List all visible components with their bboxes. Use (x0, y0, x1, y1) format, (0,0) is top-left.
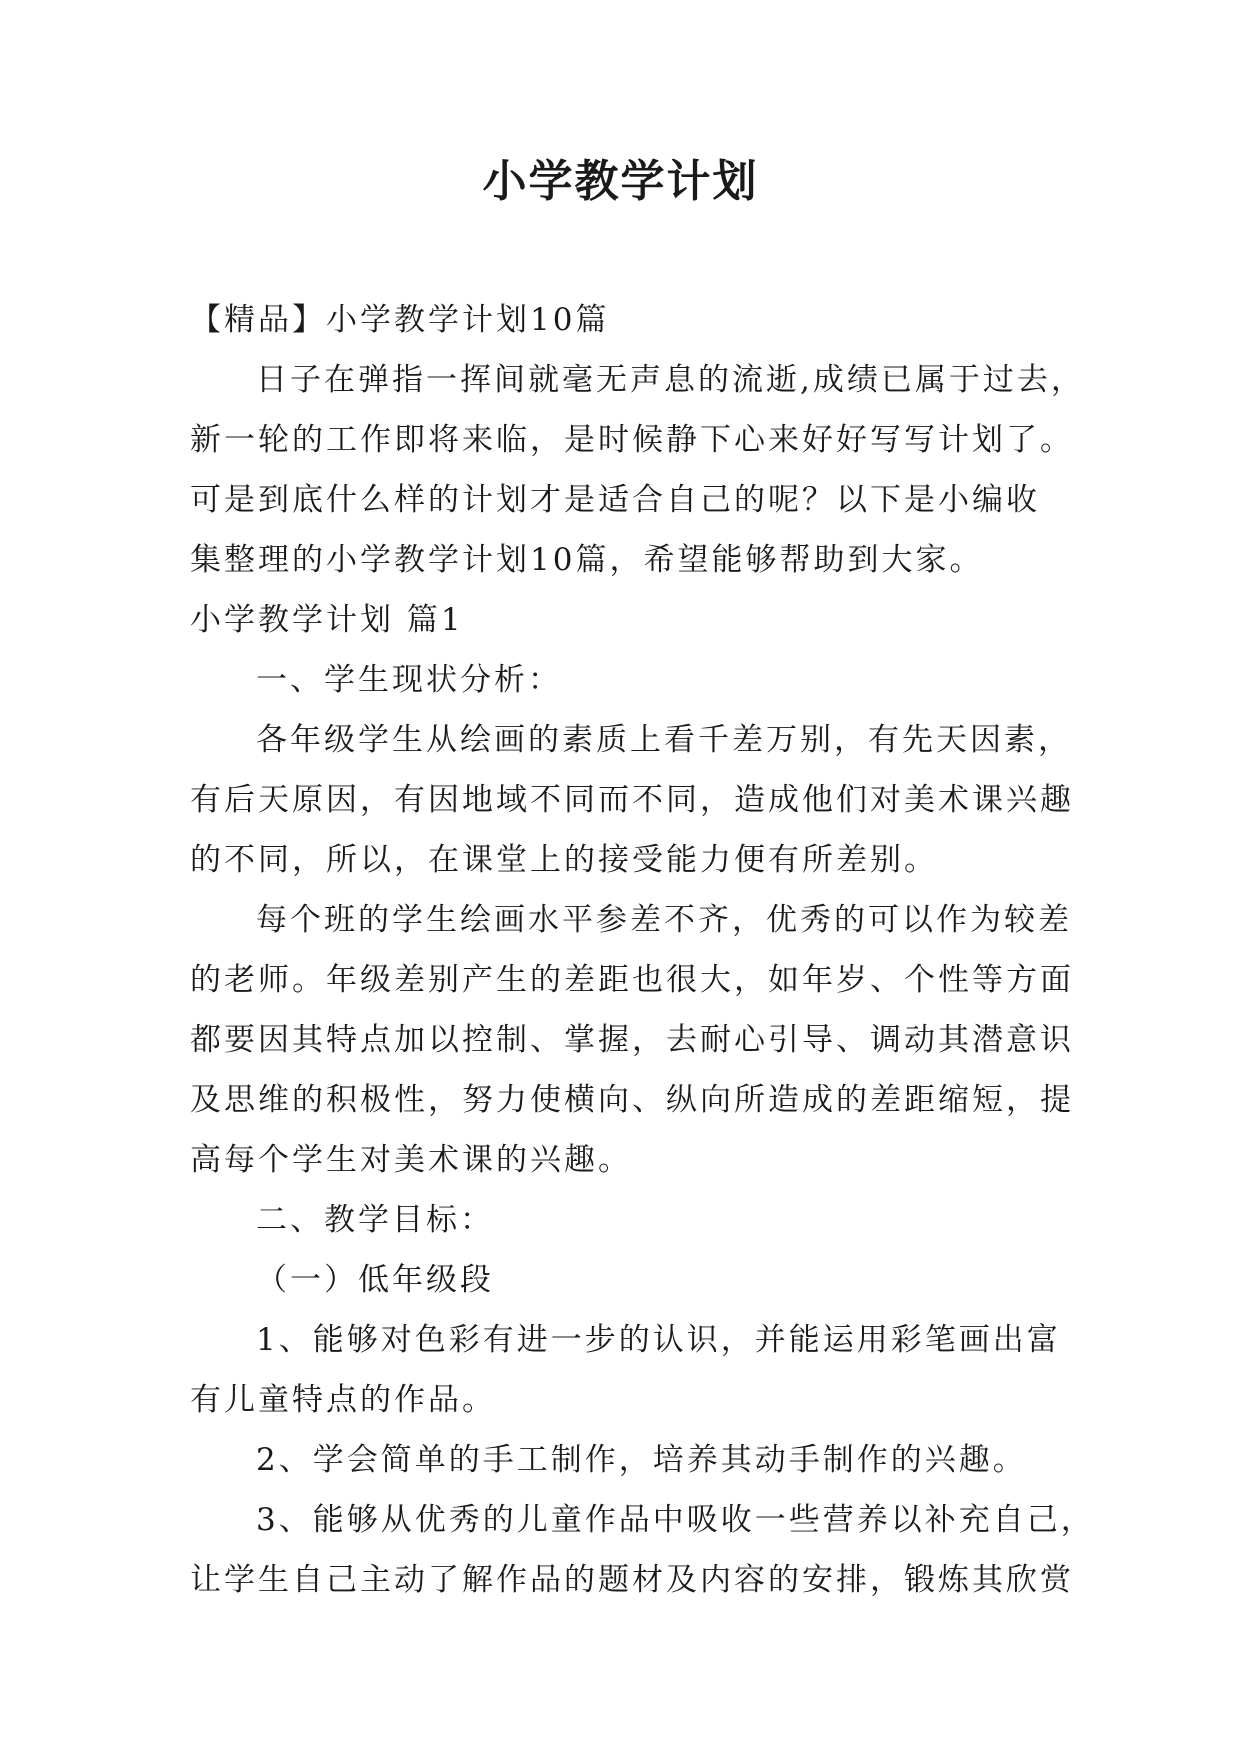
text-line: 的老师。年级差别产生的差距也很大，如年岁、个性等方面 (190, 962, 1074, 998)
text-line: 让学生自己主动了解作品的题材及内容的安排，锻炼其欣赏 (190, 1562, 1074, 1598)
text-line: 2、学会简单的手工制作，培养其动手制作的兴趣。 (256, 1442, 1027, 1478)
text-line: 每个班的学生绘画水平参差不齐，优秀的可以作为较差 (256, 902, 1072, 938)
text-line: 【精品】小学教学计划10篇 (190, 302, 610, 338)
text-line: 日子在弹指一挥间就毫无声息的流逝,成绩已属于过去， (256, 362, 1085, 398)
text-line: 各年级学生从绘画的素质上看千差万别，有先天因素， (256, 722, 1072, 758)
text-line: （一）低年级段 (256, 1262, 494, 1298)
section-heading: 小学教学计划 篇1 (190, 602, 464, 638)
text-line: 新一轮的工作即将来临，是时候静下心来好好写写计划了。 (190, 422, 1074, 458)
text-line: 一、学生现状分析： (256, 662, 562, 698)
text-line: 及思维的积极性，努力使横向、纵向所造成的差距缩短，提 (190, 1082, 1074, 1118)
text-line: 集整理的小学教学计划10篇，希望能够帮助到大家。 (190, 542, 984, 578)
text-line: 可是到底什么样的计划才是适合自己的呢？以下是小编收 (190, 482, 1040, 518)
document-title: 小学教学计划 (482, 156, 759, 207)
text-line: 高每个学生对美术课的兴趣。 (190, 1142, 632, 1178)
text-line: 1、能够对色彩有进一步的认识，并能运用彩笔画出富 (256, 1322, 1061, 1358)
text-line: 有儿童特点的作品。 (190, 1382, 496, 1418)
document-body (190, 290, 1095, 1610)
text-line: 都要因其特点加以控制、掌握，去耐心引导、调动其潜意识 (190, 1022, 1074, 1058)
text-line: 的不同，所以，在课堂上的接受能力便有所差别。 (190, 842, 938, 878)
text-line: 3、能够从优秀的儿童作品中吸收一些营养以补充自己， (256, 1502, 1095, 1538)
text-line: 有后天原因，有因地域不同而不同，造成他们对美术课兴趣 (190, 782, 1074, 818)
text-line: 二、教学目标： (256, 1202, 494, 1238)
